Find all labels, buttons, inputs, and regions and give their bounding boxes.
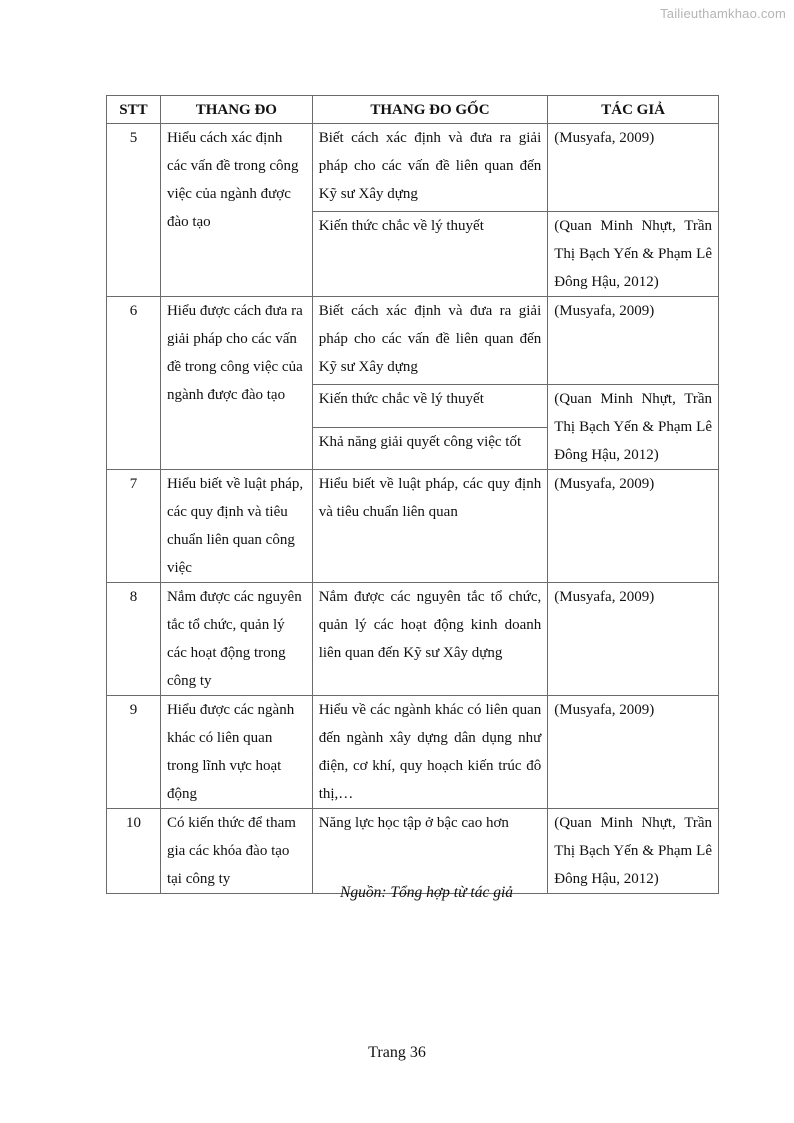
table-header-row xyxy=(107,96,719,124)
cell-stt: 8 xyxy=(107,583,161,696)
cell-original: Kiến thức chắc về lý thuyết xyxy=(312,385,548,428)
cell-original: Khả năng giải quyết công việc tốt xyxy=(312,427,548,470)
cell-author: (Musyafa, 2009) xyxy=(548,470,719,583)
cell-author: (Quan Minh Nhựt, Trần Thị Bạch Yến & Phạm Lê Đông Hậu, 2012) xyxy=(548,212,719,297)
cell-original: Biết cách xác định và đưa ra giải pháp cho các vấn đề liên quan đến Kỹ sư Xây dựng xyxy=(312,297,548,385)
cell-scale: Hiểu được cách đưa ra giải pháp cho các vấn đề trong công việc của ngành được đào tạo xyxy=(160,297,312,470)
cell-stt: 7 xyxy=(107,470,161,583)
cell-author: (Quan Minh Nhựt, Trần Thị Bạch Yến & Phạm Lê Đông Hậu, 2012) xyxy=(548,809,719,894)
header-original-scale: THANG ĐO GỐC xyxy=(312,96,548,124)
cell-author: (Quan Minh Nhựt, Trần Thị Bạch Yến & Phạm Lê Đông Hậu, 2012) xyxy=(548,385,719,470)
table-source-caption: Nguồn: Tổng hợp từ tác giả xyxy=(340,884,514,901)
cell-stt: 9 xyxy=(107,696,161,809)
header-stt: STT xyxy=(107,96,161,124)
cell-original: Kiến thức chắc về lý thuyết xyxy=(312,212,548,297)
table-row xyxy=(107,297,719,385)
cell-stt: 10 xyxy=(107,809,161,894)
table-row xyxy=(107,470,719,583)
cell-original: Hiểu biết về luật pháp, các quy định và tiêu chuẩn liên quan xyxy=(312,470,548,583)
cell-stt: 5 xyxy=(107,124,161,297)
cell-scale: Hiểu được các ngành khác có liên quan trong lĩnh vực hoạt động xyxy=(160,696,312,809)
cell-scale: Hiểu biết về luật pháp, các quy định và tiêu chuẩn liên quan công việc xyxy=(160,470,312,583)
cell-scale: Hiểu cách xác định các vấn đề trong công việc của ngành được đào tạo xyxy=(160,124,312,297)
header-scale: THANG ĐO xyxy=(160,96,312,124)
cell-author: (Musyafa, 2009) xyxy=(548,297,719,385)
scale-table xyxy=(106,95,719,894)
cell-scale: Nắm được các nguyên tắc tổ chức, quản lý các hoạt động trong công ty xyxy=(160,583,312,696)
table-row xyxy=(107,124,719,212)
cell-scale: Có kiến thức để tham gia các khóa đào tạo tại công ty xyxy=(160,809,312,894)
cell-original: Nắm được các nguyên tắc tổ chức, quản lý các hoạt động kinh doanh liên quan đến Kỹ sư Xây dựng xyxy=(312,583,548,696)
cell-author: (Musyafa, 2009) xyxy=(548,583,719,696)
page-number: Trang 36 xyxy=(368,1044,426,1061)
header-author: TÁC GIẢ xyxy=(548,96,719,124)
table-row xyxy=(107,583,719,696)
cell-original: Hiểu về các ngành khác có liên quan đến ngành xây dựng dân dụng như điện, cơ khí, quy hoạch kiến trúc đô thị,… xyxy=(312,696,548,809)
cell-stt: 6 xyxy=(107,297,161,470)
watermark: Tailieuthamkhao.com xyxy=(660,6,786,21)
cell-original: Biết cách xác định và đưa ra giải pháp cho các vấn đề liên quan đến Kỹ sư Xây dựng xyxy=(312,124,548,212)
table-row xyxy=(107,809,719,894)
cell-author: (Musyafa, 2009) xyxy=(548,696,719,809)
cell-author: (Musyafa, 2009) xyxy=(548,124,719,212)
cell-original: Năng lực học tập ở bậc cao hơn xyxy=(312,809,548,894)
table-row xyxy=(107,696,719,809)
